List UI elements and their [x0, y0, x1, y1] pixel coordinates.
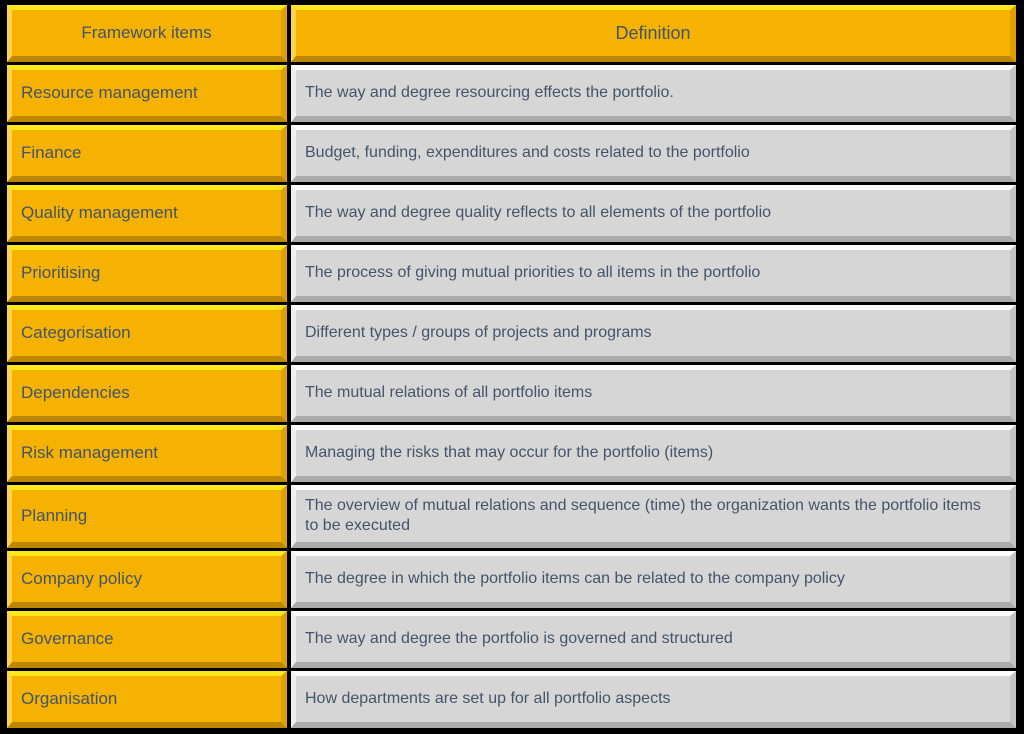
table-row	[7, 551, 1016, 608]
definition-text: The overview of mutual relations and sequence (time) the organization wants the portfolio items to be executed	[305, 497, 981, 534]
definition-text: The process of giving mutual priorities to all items in the portfolio	[305, 264, 761, 281]
definition-cell	[291, 185, 1016, 242]
framework-item-cell	[7, 305, 287, 362]
framework-table	[7, 5, 1016, 728]
table-row	[7, 185, 1016, 242]
framework-item-cell	[7, 245, 287, 302]
definition-cell	[291, 245, 1016, 302]
framework-item-cell	[7, 185, 287, 242]
header-row	[7, 5, 1016, 62]
framework-item-label: Finance	[21, 143, 82, 163]
definition-header-label: Definition	[615, 22, 691, 43]
framework-item-cell	[7, 551, 287, 608]
definition-text: Budget, funding, expenditures and costs related to the portfolio	[305, 144, 750, 161]
framework-item-cell	[7, 611, 287, 668]
framework-item-label: Dependencies	[21, 383, 130, 403]
framework-item-label: Prioritising	[21, 263, 101, 283]
framework-item-cell	[7, 485, 287, 548]
framework-item-label: Planning	[21, 506, 88, 526]
table-row	[7, 611, 1016, 668]
framework-item-cell	[7, 671, 287, 728]
table-row	[7, 365, 1016, 422]
definition-text: The way and degree resourcing effects the portfolio.	[305, 84, 674, 101]
definition-cell	[291, 65, 1016, 122]
definition-text: The way and degree the portfolio is governed and structured	[305, 630, 733, 647]
framework-item-label: Quality management	[21, 203, 178, 223]
framework-item-label: Company policy	[21, 569, 142, 589]
framework-item-cell	[7, 365, 287, 422]
definition-text: Managing the risks that may occur for the portfolio (items)	[305, 444, 714, 461]
table-row	[7, 65, 1016, 122]
definition-text: How departments are set up for all portfolio aspects	[305, 690, 671, 707]
definition-header-cell	[291, 5, 1016, 62]
definition-cell	[291, 671, 1016, 728]
definition-cell	[291, 125, 1016, 182]
definition-cell	[291, 551, 1016, 608]
definition-cell	[291, 611, 1016, 668]
definition-text: Different types / groups of projects and programs	[305, 324, 652, 341]
definition-text: The way and degree quality reflects to all elements of the portfolio	[305, 204, 772, 221]
table-row	[7, 125, 1016, 182]
framework-item-label: Risk management	[21, 443, 159, 463]
table-row	[7, 305, 1016, 362]
table-row	[7, 671, 1016, 728]
framework-item-cell	[7, 425, 287, 482]
definition-text: The mutual relations of all portfolio items	[305, 384, 593, 401]
table-row	[7, 245, 1016, 302]
definition-cell	[291, 365, 1016, 422]
table-row	[7, 425, 1016, 482]
framework-item-label: Governance	[21, 629, 114, 649]
framework-item-label: Resource management	[21, 83, 198, 103]
definition-cell	[291, 485, 1016, 548]
table-row	[7, 485, 1016, 548]
definition-text: The degree in which the portfolio items can be related to the company policy	[305, 570, 845, 587]
framework-items-header-cell	[7, 5, 287, 62]
definition-cell	[291, 425, 1016, 482]
framework-item-cell	[7, 65, 287, 122]
framework-item-label: Categorisation	[21, 323, 131, 343]
framework-item-cell	[7, 125, 287, 182]
framework-items-header-label: Framework items	[81, 23, 212, 43]
definition-cell	[291, 305, 1016, 362]
framework-item-label: Organisation	[21, 689, 118, 709]
